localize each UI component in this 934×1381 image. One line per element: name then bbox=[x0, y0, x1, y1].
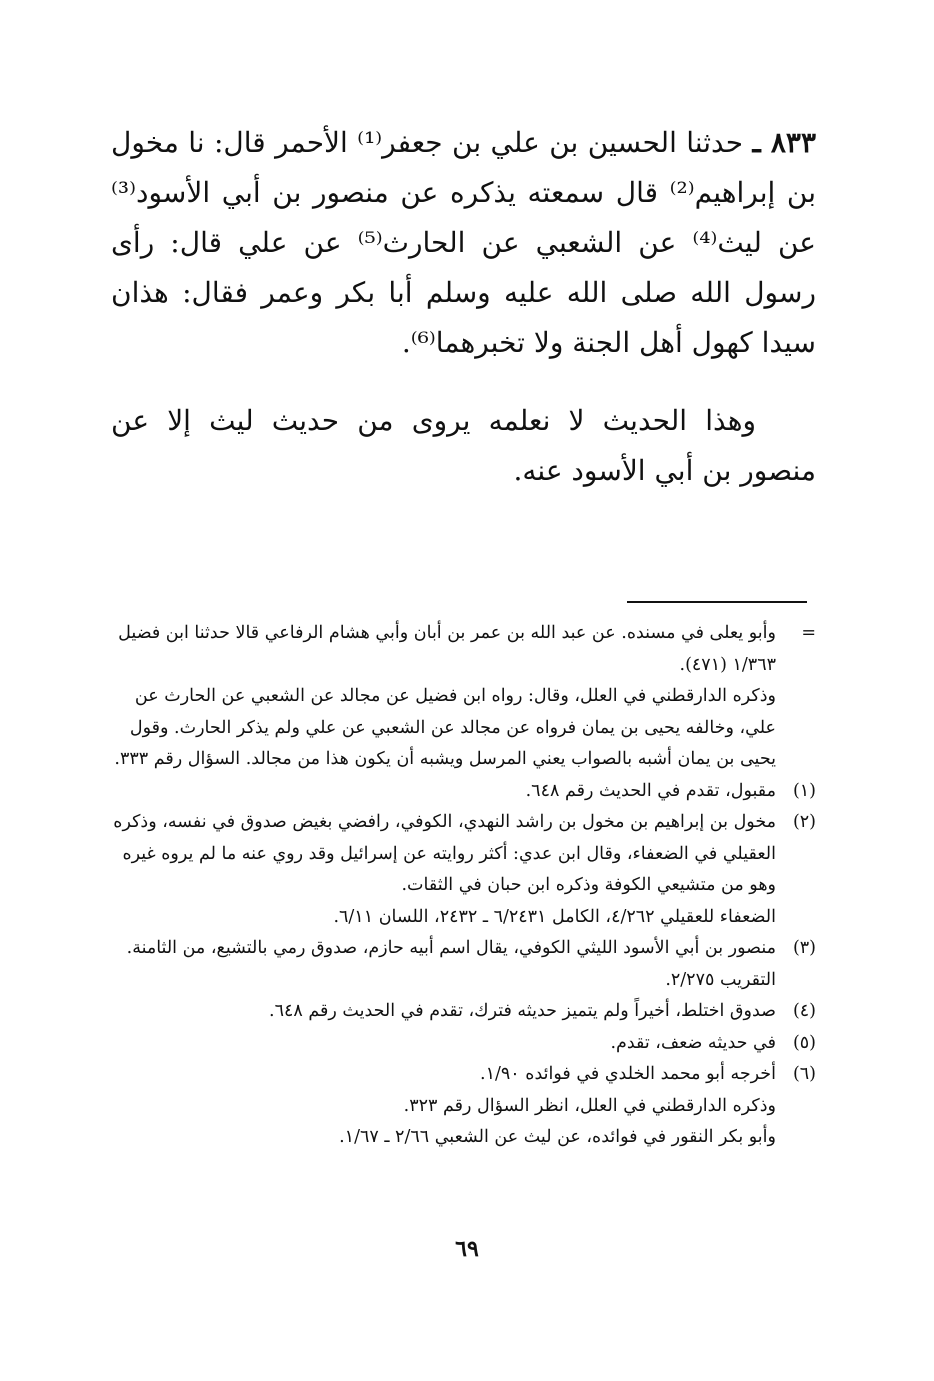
remark-paragraph: وهذا الحديث لا نعلمه يروى من حديث ليث إلا عن منصور بن أبي الأسود عنه. bbox=[111, 404, 816, 487]
footnote-line: وأبو بكر النقور في فوائده، عن ليث عن الشعبي ٢/٦٦ ـ ١/٦٧. bbox=[339, 1127, 776, 1147]
footnote-5 bbox=[111, 1028, 816, 1060]
footnote-line: وذكره الدارقطني في العلل، وقال: رواه ابن فضيل عن مجالد عن الشعبي عن الحارث عن علي، وخالفه يحيى بن يمان فرواه عن مجالد عن الشعبي عن علي ولم يذكر الحارث. وقول يحيى بن يمان أشبه بالصواب يعني المرسل ويشبه أن يكون هذا من مجالد. السؤال رقم ٣٣٣. bbox=[114, 686, 776, 769]
footnote-line: أخرجه أبو محمد الخلدي في فوائده ١/٩٠. bbox=[480, 1064, 776, 1084]
footnotes bbox=[111, 618, 816, 1154]
hadith-paragraph bbox=[111, 118, 816, 368]
footnote-separator bbox=[627, 601, 807, 603]
hadith-body: حدثنا الحسين بن علي بن جعفر⁽¹⁾ الأحمر قال: نا مخول بن إبراهيم⁽²⁾ قال سمعته يذكره عن منصور بن أبي الأسود⁽³⁾ عن ليث⁽⁴⁾ عن الشعبي عن الحارث⁽⁵⁾ عن علي قال: رأى رسول الله صلى الله عليه وسلم أبا بكر وعمر فقال: هذان سيدا كهول أهل الجنة ولا تخبرهما⁽⁶⁾. bbox=[111, 126, 816, 359]
footnote-line: مقبول، تقدم في الحديث رقم ٦٤٨. bbox=[525, 780, 776, 801]
footnote-marker: (٦) bbox=[792, 1064, 816, 1084]
footnote-6 bbox=[111, 1059, 816, 1154]
footnote-marker: (١) bbox=[792, 780, 816, 801]
footnote-line: صدوق اختلط، أخيراً ولم يتميز حديثه فترك، تقدم في الحديث رقم ٦٤٨. bbox=[269, 1001, 776, 1021]
footnote-marker: (٥) bbox=[792, 1032, 816, 1053]
page-number: ٦٩ bbox=[455, 1236, 479, 1262]
hadith-number: ٨٣٣ ـ bbox=[752, 126, 817, 159]
footnote-marker: (٢) bbox=[792, 812, 816, 832]
footnote-marker: = bbox=[801, 623, 816, 643]
footnote-line: منصور بن أبي الأسود الليثي الكوفي، يقال اسم أبيه حازم، صدوق رمي بالتشيع، من الثامنة. التقريب ٢/٢٧٥. bbox=[126, 938, 776, 990]
footnote-4 bbox=[111, 996, 816, 1028]
footnote-1 bbox=[111, 776, 816, 808]
footnote-line: في حديثه ضعف، تقدم. bbox=[610, 1032, 776, 1053]
footnote-2 bbox=[111, 807, 816, 933]
footnote-line: مخول بن إبراهيم بن مخول بن راشد النهدي، الكوفي، رافضي بغيض صدوق في نفسه، وذكره العقيلي في الضعفاء، وقال ابن عدي: أكثر روايته عن إسرائيل وقد روي عنه ما لم يروه غيره وهو من متشيعي الكوفة وذكره ابن حبان في الثقات. bbox=[113, 812, 776, 895]
footnote-line: وذكره الدارقطني في العلل، انظر السؤال رقم ٣٢٣. bbox=[403, 1095, 776, 1116]
footnote-3 bbox=[111, 933, 816, 996]
footnote-marker: (٣) bbox=[792, 938, 816, 958]
main-text bbox=[111, 118, 816, 496]
footnote-line: الضعفاء للعقيلي ٤/٢٦٢، الكامل ٦/٢٤٣١ ـ ٢٤٣٢، اللسان ٦/١١. bbox=[333, 906, 776, 927]
footnote-marker: (٤) bbox=[792, 1001, 816, 1021]
footnote-continuation bbox=[111, 618, 816, 776]
footnote-line: وأبو يعلى في مسنده. عن عبد الله بن عمر بن أبان وأبي هشام الرفاعي قالا حدثنا ابن فضيل ١/٣٦٣ (٤٧١). bbox=[118, 623, 776, 675]
